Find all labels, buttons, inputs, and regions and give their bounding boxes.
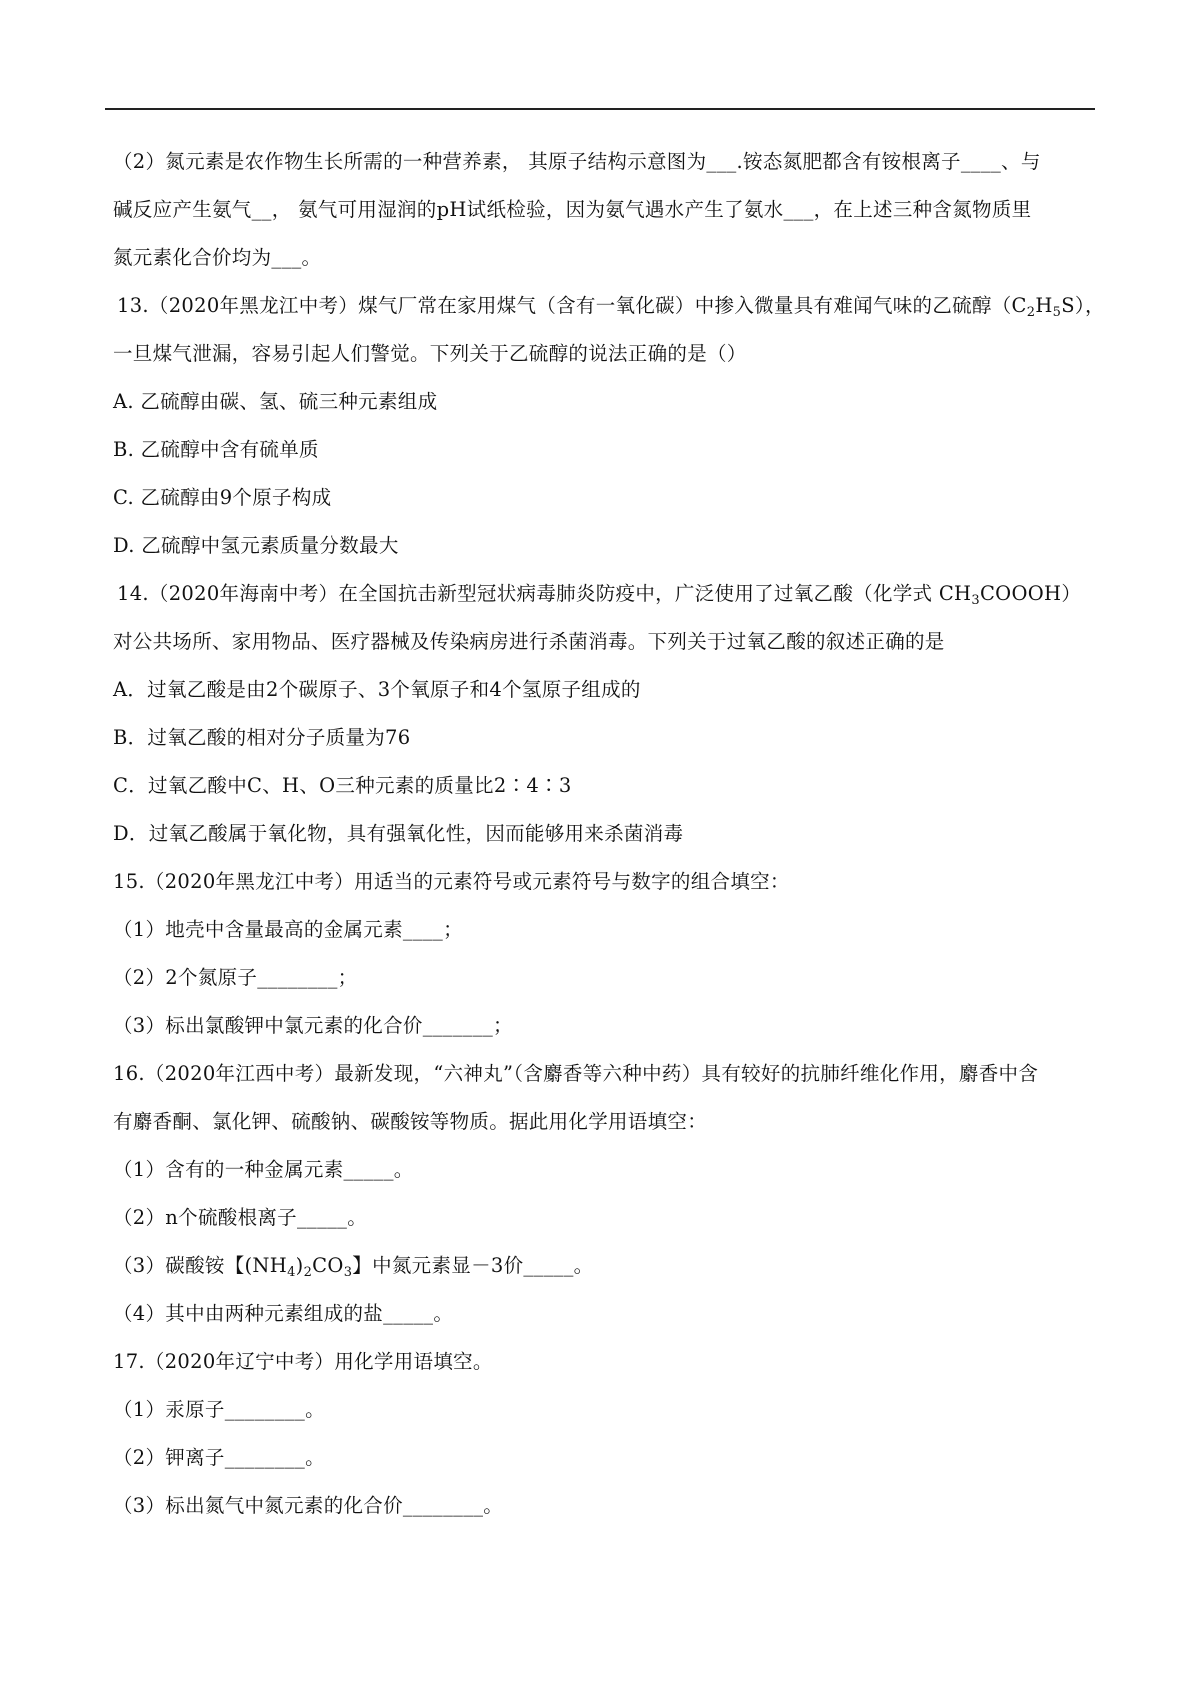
q14-stem-text: 14.（2020年海南中考）在全国抗击新型冠状病毒肺炎防疫中，广泛使用了过氧乙酸（化学式 CH bbox=[117, 582, 972, 605]
q17-part1: （1）汞原子________。 bbox=[113, 1398, 325, 1421]
q16-part3-text: （3）碳酸铵【(NH bbox=[113, 1254, 288, 1277]
q17-stem: 17.（2020年辽宁中考）用化学用语填空。 bbox=[113, 1350, 493, 1373]
q16-part2: （2）n个硫酸根离子_____。 bbox=[113, 1206, 368, 1229]
subscript: 2 bbox=[303, 1265, 313, 1280]
q12-part2-line1: （2）氮元素是农作物生长所需的一种营养素， 其原子结构示意图为___.铵态氮肥都含有铵根离子____、与 bbox=[113, 150, 1041, 173]
subscript: 2 bbox=[1026, 305, 1036, 320]
q13-stem-text: 13.（2020年黑龙江中考）煤气厂常在家用煤气（含有一氧化碳）中掺入微量具有难闻气味的乙硫醇（C bbox=[117, 294, 1027, 317]
document-body bbox=[113, 138, 1105, 1530]
q13-stem-line2: 一旦煤气泄漏，容易引起人们警觉。下列关于乙硫醇的说法正确的是（） bbox=[113, 342, 747, 365]
subscript: 3 bbox=[971, 593, 980, 608]
q16-stem-line2: 有麝香酮、氯化钾、硫酸钠、碳酸铵等物质。据此用化学用语填空： bbox=[113, 1110, 708, 1133]
q15-part2: （2）2个氮原子________； bbox=[113, 966, 358, 989]
q14-option-a: A．过氧乙酸是由2个碳原子、3个氧原子和4个氢原子组成的 bbox=[113, 678, 641, 701]
subscript: 5 bbox=[1052, 305, 1062, 320]
q16-part4: （4）其中由两种元素组成的盐_____。 bbox=[113, 1302, 454, 1325]
q13-stem-line1 bbox=[113, 282, 1105, 330]
q15-stem: 15.（2020年黑龙江中考）用适当的元素符号或元素符号与数字的组合填空： bbox=[113, 870, 790, 893]
formula-part: H bbox=[1035, 294, 1053, 317]
formula-part: ) bbox=[295, 1254, 304, 1277]
formula-part: CO bbox=[312, 1254, 344, 1277]
q17-part3: （3）标出氮气中氮元素的化合价________。 bbox=[113, 1494, 504, 1517]
q16-part3 bbox=[113, 1242, 1098, 1290]
q13-option-d: D. 乙硫醇中氢元素质量分数最大 bbox=[113, 534, 399, 557]
q13-option-a: A. 乙硫醇由碳、氢、硫三种元素组成 bbox=[113, 390, 438, 413]
q12-part2-line3: 氮元素化合价均为___。 bbox=[113, 246, 322, 269]
q14-option-c: C．过氧乙酸中C、H、O三种元素的质量比2∶4∶3 bbox=[113, 774, 572, 797]
q14-stem-line1 bbox=[113, 570, 1098, 618]
q13-option-c: C. 乙硫醇由9个原子构成 bbox=[113, 486, 332, 509]
q15-part1: （1）地壳中含量最高的金属元素____； bbox=[113, 918, 463, 941]
subscript: 4 bbox=[287, 1265, 296, 1280]
formula-part: 】中氮元素显－3价_____。 bbox=[352, 1254, 594, 1277]
q17-part2: （2）钾离子________。 bbox=[113, 1446, 325, 1469]
q13-option-b: B. 乙硫醇中含有硫单质 bbox=[113, 438, 319, 461]
q16-stem-line1: 16.（2020年江西中考）最新发现，“六神丸”（含麝香等六种中药）具有较好的抗肺纤维化作用，麝香中含 bbox=[113, 1062, 1039, 1085]
q16-part1: （1）含有的一种金属元素_____。 bbox=[113, 1158, 414, 1181]
header-rule bbox=[105, 108, 1095, 110]
q14-stem-line2: 对公共场所、家用物品、医疗器械及传染病房进行杀菌消毒。下列关于过氧乙酸的叙述正确的是 bbox=[113, 630, 945, 653]
q12-part2-line2: 碱反应产生氨气__， 氨气可用湿润的pH试纸检验，因为氨气遇水产生了氨水___，在上述三种含氮物质里 bbox=[113, 198, 1032, 221]
formula-part: COOOH） bbox=[979, 582, 1082, 605]
q14-option-b: B．过氧乙酸的相对分子质量为76 bbox=[113, 726, 411, 749]
q15-part3: （3）标出氯酸钾中氯元素的化合价_______； bbox=[113, 1014, 513, 1037]
subscript: 3 bbox=[343, 1265, 353, 1280]
formula-part: S）， bbox=[1061, 294, 1105, 317]
q14-option-d: D．过氧乙酸属于氧化物，具有强氧化性，因而能够用来杀菌消毒 bbox=[113, 822, 684, 845]
